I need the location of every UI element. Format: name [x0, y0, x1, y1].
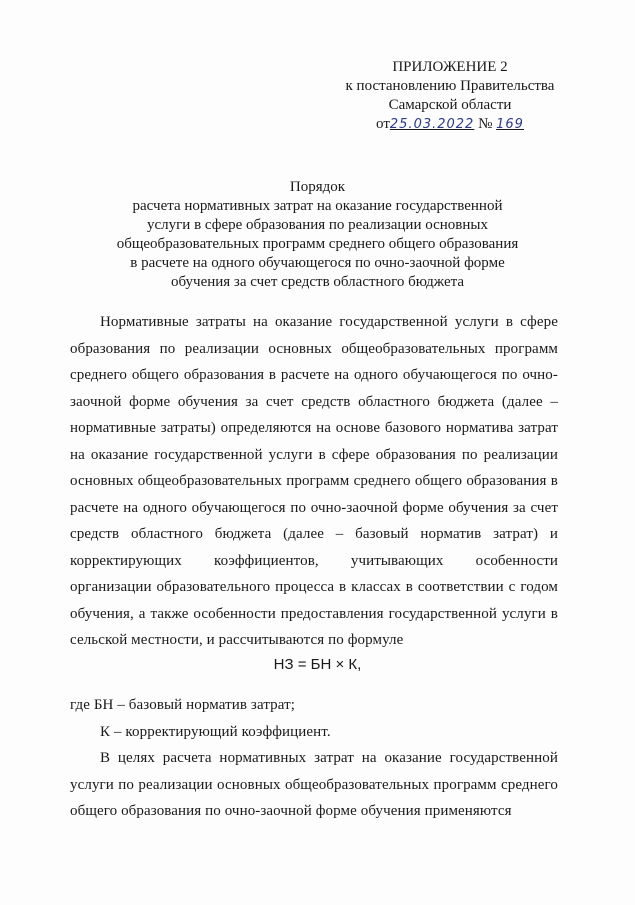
formula-legend-line: где БН – базовый норматив затрат;	[70, 697, 296, 713]
title-line: обучения за счет средств областного бюджета	[170, 274, 465, 290]
number-label: №	[478, 116, 493, 132]
document-title	[60, 178, 575, 292]
appendix-line-resolution: к постановлению Правительства	[345, 78, 555, 94]
appendix-title: ПРИЛОЖЕНИЕ 2	[392, 59, 508, 75]
body-paragraph: Нормативные затраты на оказание государственной услуги в сфере образования по реализации основных общеобразовательных программ среднего общего образования в расчете на одного обучающегося по очно-заочной форме обучения за счет средств областного бюджета (далее – нормативные затраты) определяются на основе базового норматива затрат на оказание государственной услуги в сфере образования по реализации основных общеобразовательных программ среднего общего образования в расчете на одного обучающегося по очно-заочной форме обучения за счет средств областного бюджета (далее – базовый норматив затрат) и корректирующих коэффициентов, учитывающих особенности организации образовательного процесса в классах в соответствии с годом обучения, а также особенности предоставления государственной услуги в сельской местности, и рассчитываются по формуле	[70, 314, 558, 648]
title-line: общеобразовательных программ среднего общего образования	[116, 236, 519, 252]
body-paragraph: В целях расчета нормативных затрат на оказание государственной услуги по реализации основных общеобразовательных программ среднего общего образования по очно-заочной форме обучения применяются	[70, 750, 558, 819]
title-line: Порядок	[289, 179, 346, 195]
formula-legend-line: К – корректирующий коэффициент.	[100, 724, 331, 740]
appendix-date-line	[340, 115, 560, 134]
title-line: в расчете на одного обучающегося по очно-заочной форме	[130, 255, 505, 271]
date-prefix: от	[376, 116, 390, 132]
handwritten-number: 169	[496, 117, 524, 132]
handwritten-date: 25.03.2022	[389, 117, 475, 132]
appendix-header	[340, 58, 560, 134]
appendix-line-region: Самарской области	[388, 97, 512, 113]
formula: НЗ = БН × К,	[273, 656, 362, 673]
title-line: расчета нормативных затрат на оказание государственной	[132, 198, 503, 214]
title-line: услуги в сфере образования по реализации основных	[147, 217, 488, 233]
